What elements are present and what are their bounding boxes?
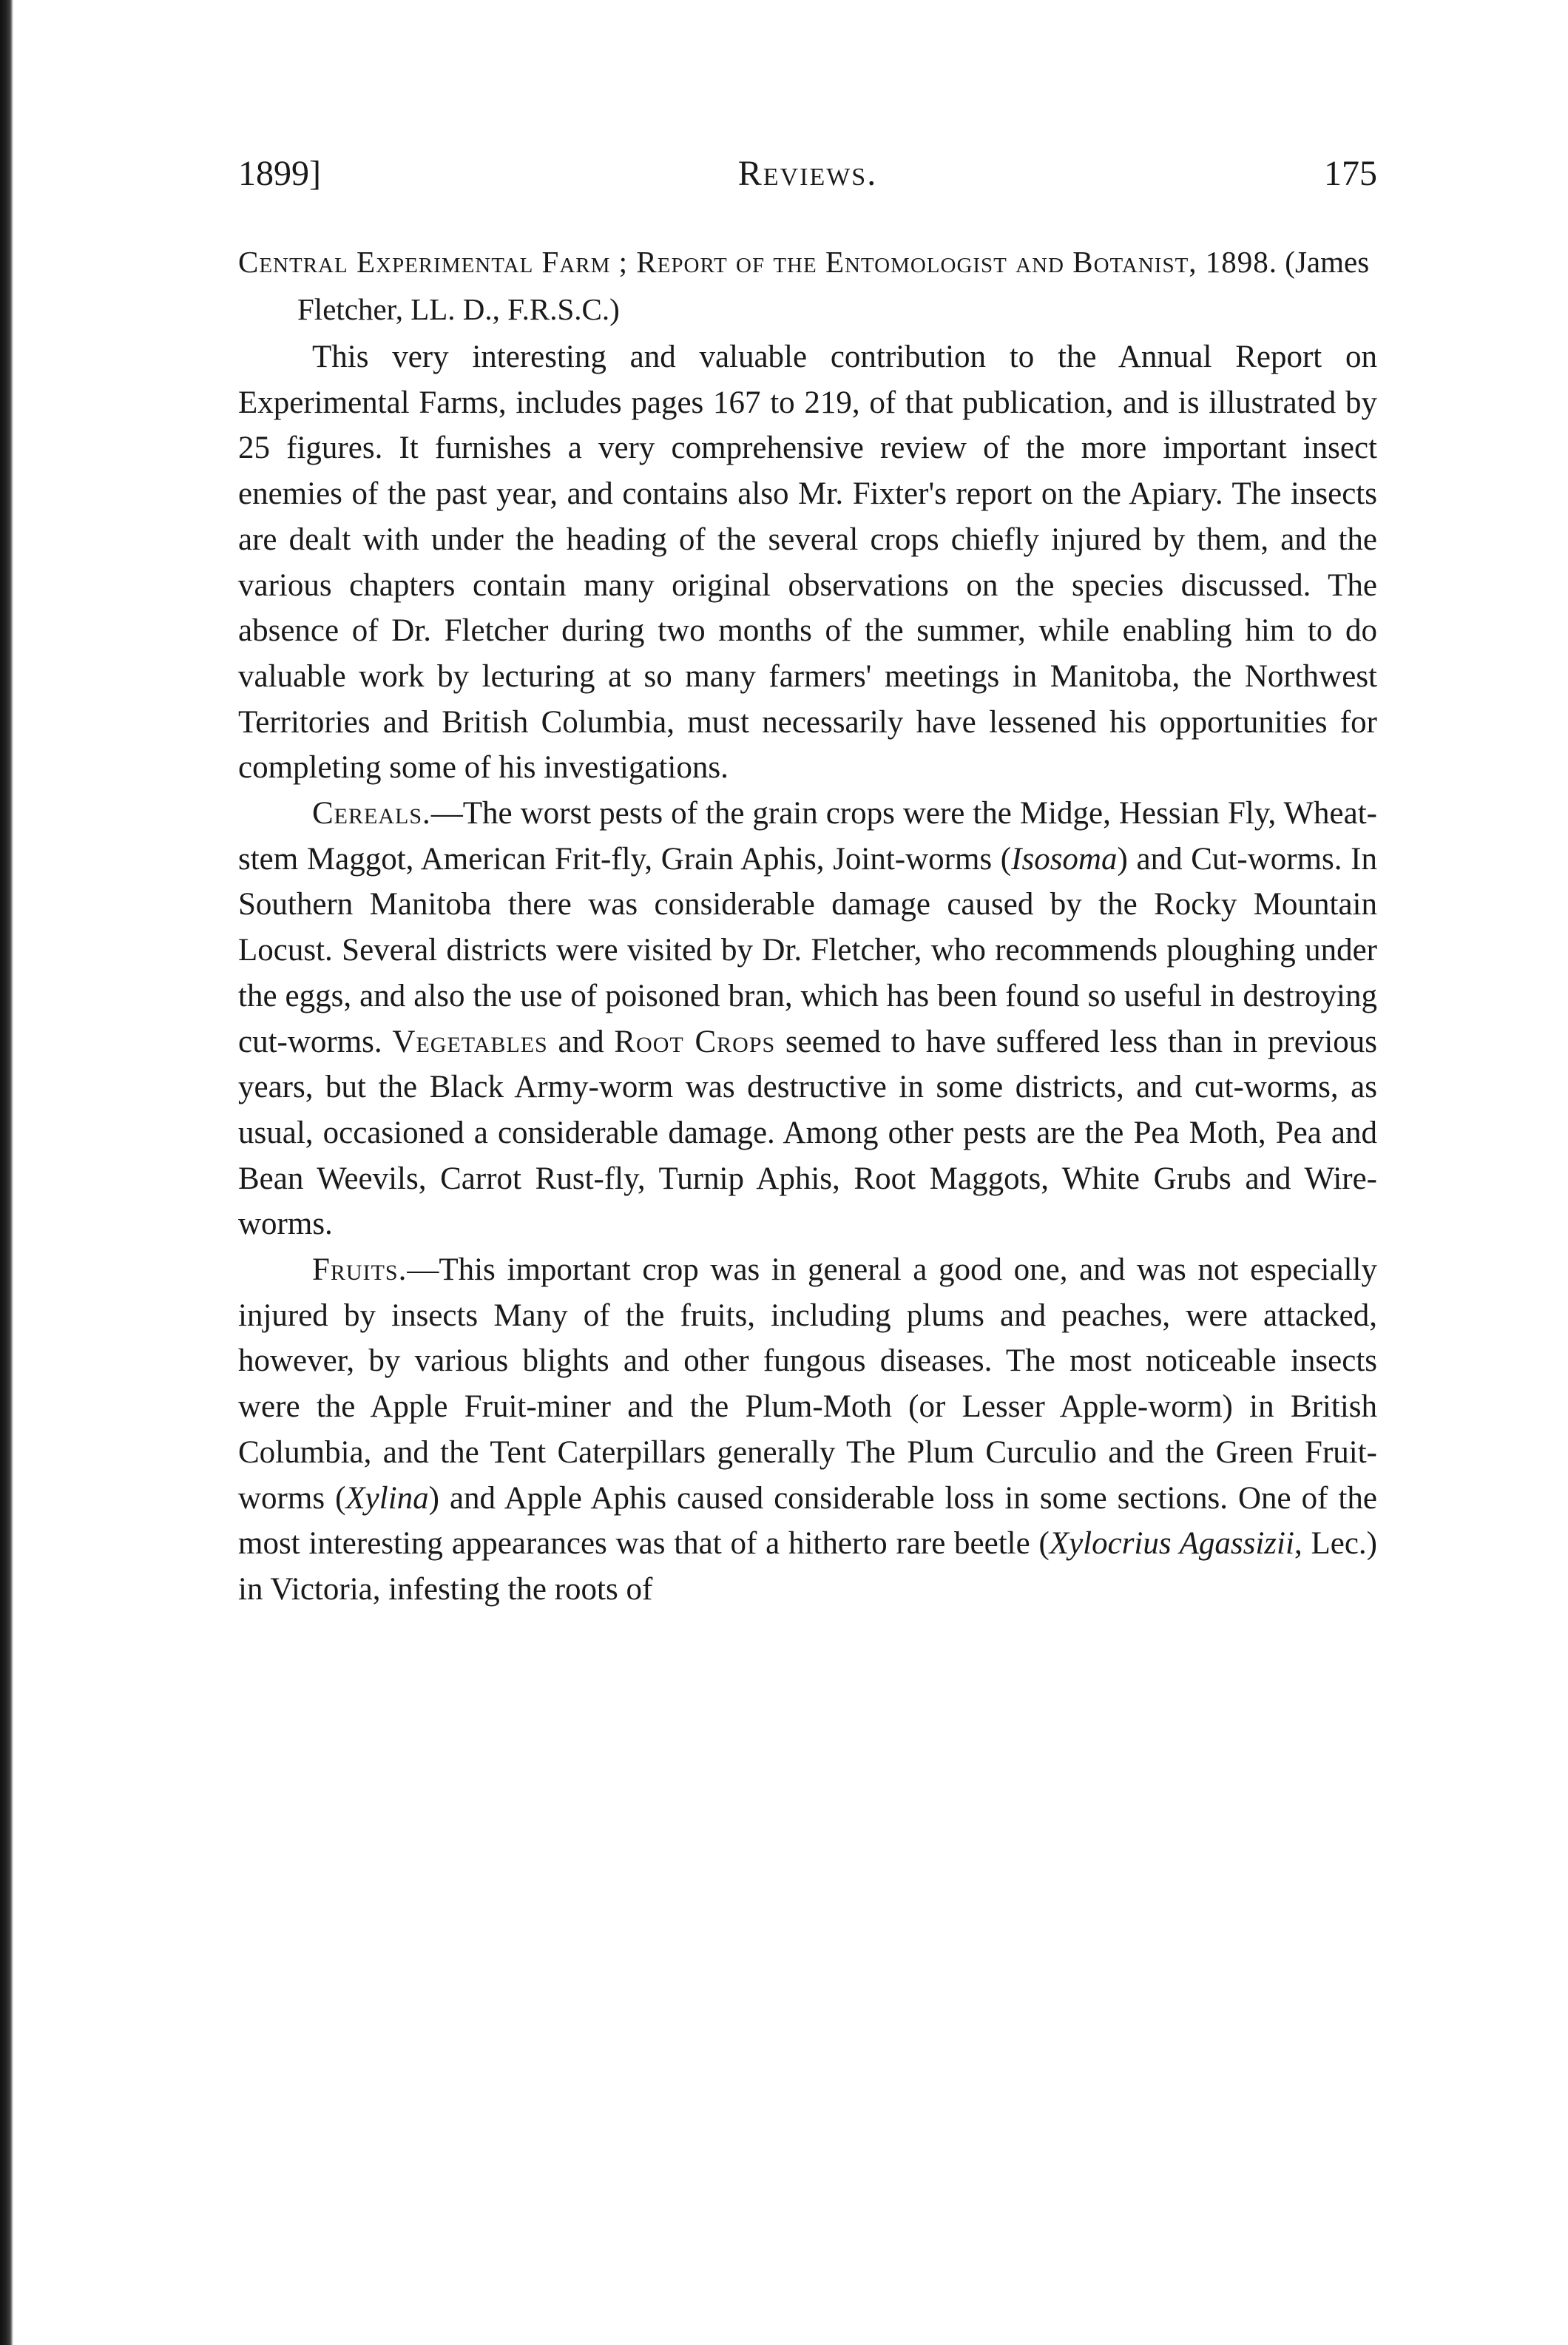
paragraph-cereals	[238, 791, 1377, 1247]
review-heading	[238, 238, 1377, 333]
fruits-text-c: , Lec.) in Victoria, infesting the roots of	[238, 1526, 1377, 1607]
section-label-vegetables: Vegetables	[392, 1024, 548, 1059]
cereals-text-a: —The worst pests of the grain crops were the Midge, Hessian Fly, Wheat-stem Maggot, American Frit-fly, Grain Aphis, Joint-worms (	[238, 796, 1377, 877]
review-author: (James Fletcher, LL. D., F.R.S.C.)	[297, 245, 1370, 326]
genus-xylina: Xylina	[345, 1480, 429, 1516]
review-title: Central Experimental Farm ; Report of the Entomologist and Botanist, 1898.	[238, 245, 1278, 279]
cereals-text-d: seemed to have suffered less than in previous years, but the Black Army-worm was destructive in some districts, and cut-worms, as usual, occasioned a considerable damage. Among other pests are the Pea Moth, Pea and Bean Weevils, Carrot Rust-fly, Turnip Aphis, Root Maggots, White Grubs and Wire-worms.	[238, 1024, 1377, 1242]
running-head-section: Reviews.	[737, 154, 878, 193]
section-label-cereals: Cereals.	[312, 796, 431, 831]
page-number: 175	[1324, 154, 1377, 193]
document-page	[238, 148, 1377, 1613]
review-body	[238, 334, 1377, 1613]
genus-isosoma: Isosoma	[1011, 841, 1118, 877]
fruits-text-b: ) and Apple Aphis caused considerable loss in some sections. One of the most interesting appearances was that of a hitherto rare beetle (	[238, 1480, 1377, 1562]
species-xylocrius-agassizii: Xylocrius Agassizii	[1049, 1526, 1294, 1562]
section-label-fruits: Fruits.	[312, 1252, 408, 1288]
section-label-root-crops: Root Crops	[614, 1024, 776, 1059]
book-binding-edge	[0, 0, 13, 2345]
paragraph-intro: This very interesting and valuable contribution to the Annual Report on Experimental Farms, includes pages 167 to 219, of that publication, and is illustrated by 25 figures. It furnishes a very comprehensive review of the more important insect enemies of the past year, and contains also Mr. Fixter's report on the Apiary. The insects are dealt with under the heading of the several crops chiefly injured by them, and the various chapters contain many original observations on the species discussed. The absence of Dr. Fletcher during two months of the summer, while enabling him to do valuable work by lecturing at so many farmers' meetings in Manitoba, the Northwest Territories and British Columbia, must necessarily have lessened his opportunities for completing some of his investigations.	[238, 340, 1377, 786]
running-head	[238, 148, 1377, 200]
running-head-year: 1899]	[238, 154, 321, 193]
cereals-text-b: ) and Cut-worms. In Southern Manitoba there was considerable damage caused by the Rocky Mountain Locust. Several districts were visited by Dr. Fletcher, who recommends ploughing under the eggs, and also the use of poisoned bran, which has been found so useful in destroying cut-worms.	[238, 841, 1377, 1059]
paragraph-fruits	[238, 1247, 1377, 1613]
fruits-text-a: —This important crop was in general a good one, and was not especially injured by insects Many of the fruits, including plums and peaches, were attacked, however, by various blights and other fungous diseases. The most noticeable insects were the Apple Fruit-miner and the Plum-Moth (or Lesser Apple-worm) in British Columbia, and the Tent Caterpillars generally The Plum Curculio and the Green Fruit-worms (	[238, 1252, 1377, 1516]
cereals-text-c: and	[547, 1024, 615, 1059]
